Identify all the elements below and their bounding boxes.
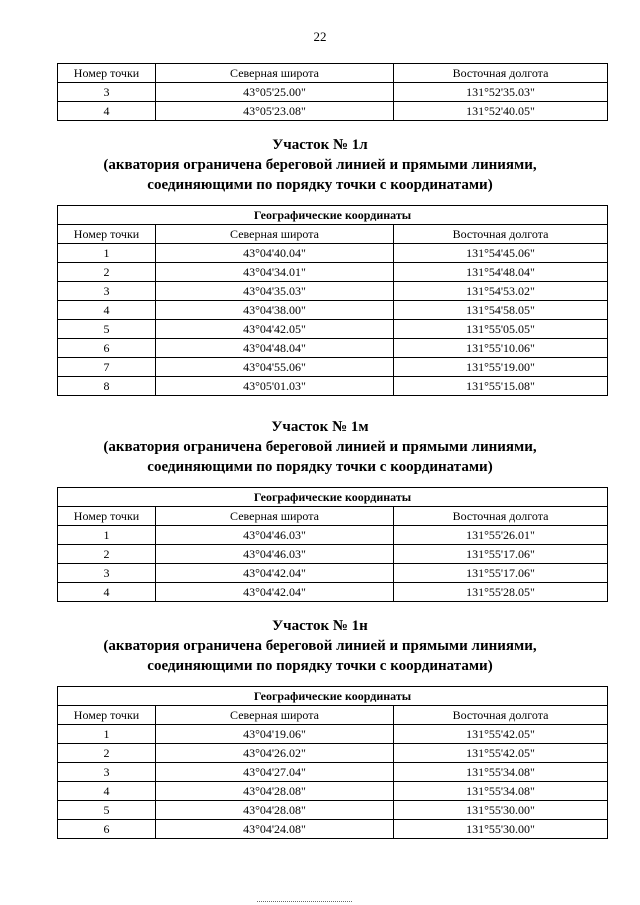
longitude-cell: 131°54'58.05"	[394, 301, 608, 320]
coordinates-table-continued	[57, 63, 608, 121]
section-heading-1m	[0, 417, 640, 477]
latitude-cell: 43°04'27.04"	[156, 763, 394, 782]
table-row	[58, 820, 608, 839]
point-number-cell: 2	[58, 744, 156, 763]
section-description-line: (акватория ограничена береговой линией и прямыми линиями,	[103, 439, 537, 455]
longitude-cell: 131°55'05.05"	[394, 320, 608, 339]
point-number-cell: 4	[58, 102, 156, 121]
latitude-cell: 43°04'35.03"	[156, 282, 394, 301]
point-number-cell: 6	[58, 339, 156, 358]
table-row	[58, 526, 608, 545]
table-row	[58, 282, 608, 301]
table-row	[58, 244, 608, 263]
coordinates-table-1m	[57, 487, 608, 602]
latitude-cell: 43°04'28.08"	[156, 801, 394, 820]
table-row	[58, 763, 608, 782]
latitude-cell: 43°04'46.03"	[156, 545, 394, 564]
point-number-cell: 1	[58, 725, 156, 744]
section-title: Участок № 1н	[272, 618, 368, 634]
section-description-line: (акватория ограничена береговой линией и прямыми линиями,	[103, 638, 537, 654]
latitude-cell: 43°04'34.01"	[156, 263, 394, 282]
point-number-cell: 3	[58, 564, 156, 583]
longitude-cell: 131°55'34.08"	[394, 782, 608, 801]
column-header-longitude: Восточная долгота	[394, 64, 608, 83]
point-number-cell: 5	[58, 320, 156, 339]
column-header-latitude: Северная широта	[156, 64, 394, 83]
table-row	[58, 83, 608, 102]
latitude-cell: 43°04'55.06"	[156, 358, 394, 377]
longitude-cell: 131°52'40.05"	[394, 102, 608, 121]
column-header-latitude: Северная широта	[156, 225, 394, 244]
point-number-cell: 3	[58, 763, 156, 782]
longitude-cell: 131°55'30.00"	[394, 801, 608, 820]
longitude-cell: 131°55'30.00"	[394, 820, 608, 839]
table-title: Географические координаты	[58, 488, 608, 507]
table-row	[58, 358, 608, 377]
section-description-line: соединяющими по порядку точки с координатами)	[147, 658, 493, 674]
latitude-cell: 43°04'24.08"	[156, 820, 394, 839]
table-header-row	[58, 225, 608, 244]
section-description-line: соединяющими по порядку точки с координатами)	[147, 459, 493, 475]
table-row	[58, 744, 608, 763]
point-number-cell: 1	[58, 526, 156, 545]
section-heading-1l	[0, 135, 640, 195]
table-row	[58, 801, 608, 820]
longitude-cell: 131°55'26.01"	[394, 526, 608, 545]
scan-edge-mark	[257, 901, 352, 903]
longitude-cell: 131°55'19.00"	[394, 358, 608, 377]
longitude-cell: 131°54'45.06"	[394, 244, 608, 263]
table-row	[58, 564, 608, 583]
table-header-row	[58, 507, 608, 526]
coordinates-table-1l	[57, 205, 608, 396]
column-header-longitude: Восточная долгота	[394, 706, 608, 725]
table-row	[58, 339, 608, 358]
latitude-cell: 43°04'48.04"	[156, 339, 394, 358]
column-header-point: Номер точки	[58, 64, 156, 83]
table-title: Географические координаты	[58, 206, 608, 225]
point-number-cell: 3	[58, 282, 156, 301]
point-number-cell: 2	[58, 263, 156, 282]
section-title: Участок № 1л	[272, 137, 368, 153]
section-description-line: соединяющими по порядку точки с координатами)	[147, 177, 493, 193]
section-title: Участок № 1м	[271, 419, 369, 435]
latitude-cell: 43°04'19.06"	[156, 725, 394, 744]
table-row	[58, 301, 608, 320]
longitude-cell: 131°55'17.06"	[394, 545, 608, 564]
table-row	[58, 583, 608, 602]
latitude-cell: 43°04'46.03"	[156, 526, 394, 545]
table-row	[58, 545, 608, 564]
latitude-cell: 43°05'01.03"	[156, 377, 394, 396]
table-title-row	[58, 687, 608, 706]
column-header-point: Номер точки	[58, 225, 156, 244]
longitude-cell: 131°55'42.05"	[394, 725, 608, 744]
table-row	[58, 102, 608, 121]
table-row	[58, 263, 608, 282]
point-number-cell: 8	[58, 377, 156, 396]
section-heading-1n	[0, 616, 640, 676]
column-header-point: Номер точки	[58, 706, 156, 725]
column-header-point: Номер точки	[58, 507, 156, 526]
longitude-cell: 131°54'53.02"	[394, 282, 608, 301]
table-header-row	[58, 64, 608, 83]
point-number-cell: 3	[58, 83, 156, 102]
longitude-cell: 131°55'42.05"	[394, 744, 608, 763]
latitude-cell: 43°04'38.00"	[156, 301, 394, 320]
table-header-row	[58, 706, 608, 725]
longitude-cell: 131°54'48.04"	[394, 263, 608, 282]
table-row	[58, 782, 608, 801]
longitude-cell: 131°55'15.08"	[394, 377, 608, 396]
point-number-cell: 4	[58, 782, 156, 801]
point-number-cell: 6	[58, 820, 156, 839]
point-number-cell: 7	[58, 358, 156, 377]
point-number-cell: 4	[58, 583, 156, 602]
column-header-latitude: Северная широта	[156, 706, 394, 725]
longitude-cell: 131°55'34.08"	[394, 763, 608, 782]
table-row	[58, 377, 608, 396]
point-number-cell: 1	[58, 244, 156, 263]
section-description-line: (акватория ограничена береговой линией и прямыми линиями,	[103, 157, 537, 173]
point-number-cell: 4	[58, 301, 156, 320]
table-row	[58, 725, 608, 744]
column-header-longitude: Восточная долгота	[394, 507, 608, 526]
latitude-cell: 43°04'40.04"	[156, 244, 394, 263]
page-number: 22	[313, 29, 327, 44]
table-title: Географические координаты	[58, 687, 608, 706]
latitude-cell: 43°04'42.05"	[156, 320, 394, 339]
column-header-latitude: Северная широта	[156, 507, 394, 526]
longitude-cell: 131°52'35.03"	[394, 83, 608, 102]
longitude-cell: 131°55'17.06"	[394, 564, 608, 583]
table-title-row	[58, 206, 608, 225]
latitude-cell: 43°05'23.08"	[156, 102, 394, 121]
longitude-cell: 131°55'10.06"	[394, 339, 608, 358]
latitude-cell: 43°04'28.08"	[156, 782, 394, 801]
longitude-cell: 131°55'28.05"	[394, 583, 608, 602]
coordinates-table-1n	[57, 686, 608, 839]
latitude-cell: 43°04'42.04"	[156, 564, 394, 583]
table-title-row	[58, 488, 608, 507]
latitude-cell: 43°04'42.04"	[156, 583, 394, 602]
column-header-longitude: Восточная долгота	[394, 225, 608, 244]
latitude-cell: 43°05'25.00"	[156, 83, 394, 102]
latitude-cell: 43°04'26.02"	[156, 744, 394, 763]
point-number-cell: 2	[58, 545, 156, 564]
point-number-cell: 5	[58, 801, 156, 820]
table-row	[58, 320, 608, 339]
